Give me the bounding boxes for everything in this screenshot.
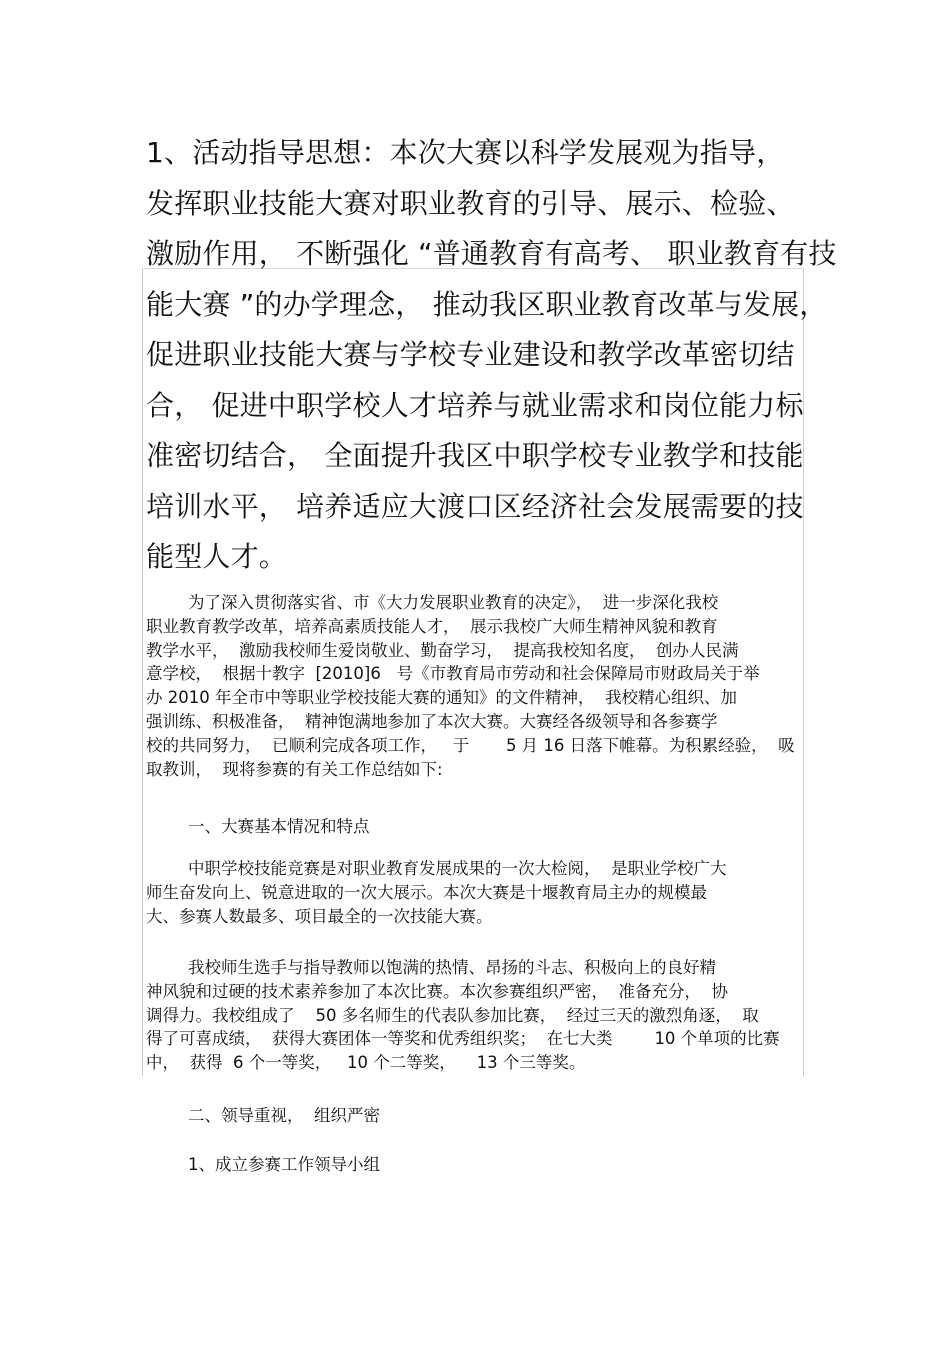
section-heading — [146, 815, 806, 839]
text-line: 准密切结合， 全面提升我区中职学校专业教学和技能 — [146, 439, 804, 472]
results-paragraph — [146, 956, 806, 1075]
text-line: 1、活动指导思想：本次大赛以科学发展观为指导， — [146, 136, 785, 169]
text-line: 调得力。我校组成了 50 多名师生的代表队参加比赛， 经过三天的激烈角逐， 取 — [146, 1005, 759, 1025]
text-line: 培训水平， 培养适应大渡口区经济社会发展需要的技 — [146, 489, 804, 523]
text-line: 职业教育教学改革，培养高素质技能人才， 展示我校广大师生精神风貌和教育 — [146, 616, 718, 636]
text-line: 师生奋发向上、锐意进取的一次大展示。本次大赛是十堰教育局主办的规模最 — [146, 882, 707, 902]
heading-text: 1、成立参赛工作领导小组 — [146, 1155, 380, 1174]
subsection-heading — [146, 1153, 806, 1177]
guiding-ideology-section — [146, 128, 837, 583]
text-line: 促进职业技能大赛与学校专业建设和教学改革密切结 — [146, 338, 795, 371]
heading-text: 二、领导重视， 组织严密 — [146, 1106, 380, 1125]
heading-text: 一、大赛基本情况和特点 — [146, 817, 370, 836]
text-line: 大、参赛人数最多、项目最全的一次技能大赛。 — [146, 906, 493, 926]
text-line: 神风貌和过硬的技术素养参加了本次比赛。本次参赛组织严密， 准备充分， 协 — [146, 981, 728, 1001]
overview-paragraph — [146, 857, 806, 928]
text-line: 中， 获得 6 个一等奖， 10 个二等奖， 13 个三等奖。 — [146, 1053, 586, 1073]
text-line: 我校师生选手与指导教师以饱满的热情、昂扬的斗志、积极向上的良好精 — [146, 958, 716, 977]
text-line: 能型人才。 — [146, 540, 288, 573]
text-line: 中职学校技能竞赛是对职业教育发展成果的一次大检阅， 是职业学校广大 — [146, 859, 727, 878]
intro-paragraph — [146, 591, 806, 781]
text-line: 意学校， 根据十教字 [2010]6 号《市教育局市劳动和社会保障局市财政局关于举 — [146, 664, 760, 684]
text-line: 能大赛 ”的办学理念， 推动我区职业教育改革与发展， — [146, 287, 828, 321]
text-line: 合， 促进中职学校人才培养与就业需求和岗位能力标 — [146, 388, 804, 422]
text-line: 得了可喜成绩， 获得大赛团体一等奖和优秀组织奖； 在七大类 10 个单项的比赛 — [146, 1029, 780, 1049]
text-line: 取教训， 现将参赛的有关工作总结如下: — [146, 759, 443, 779]
text-line: 强训练、积极准备， 精神饱满地参加了本次大赛。大赛经各级领导和各参赛学 — [146, 711, 718, 731]
text-line: 激励作用， 不断强化 “普通教育有高考、 职业教育有技 — [146, 237, 837, 270]
text-line: 校的共同努力， 已顺利完成各项工作， 于 5 月 16 日落下帷幕。为积累经验， 吸 — [146, 735, 795, 755]
text-line: 为了深入贯彻落实省、市《大力发展职业教育的决定》， 进一步深化我校 — [146, 593, 719, 612]
text-line: 办 2010 年全市中等职业学校技能大赛的通知》的文件精神， 我校精心组织、加 — [146, 688, 737, 708]
text-line: 教学水平， 激励我校师生爱岗敬业、勤奋学习， 提高我校知名度， 创办人民满 — [146, 640, 739, 660]
section-heading — [146, 1104, 806, 1128]
text-line: 发挥职业技能大赛对职业教育的引导、展示、检验、 — [146, 186, 795, 220]
